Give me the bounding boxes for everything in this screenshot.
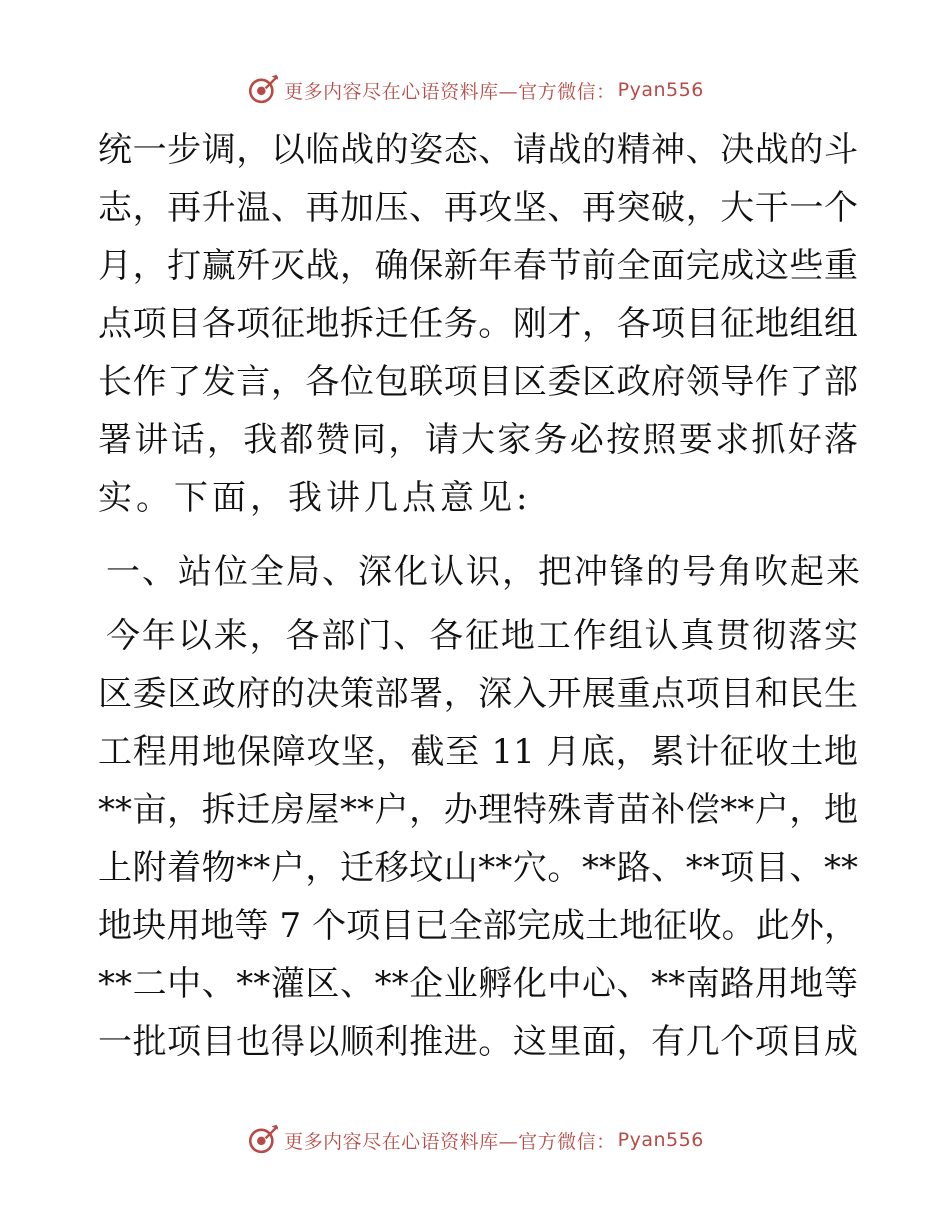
- text-line: 点项目各项征地拆迁任务。刚才，各项目征地组组: [98, 304, 858, 344]
- pen-logo-icon: [246, 1123, 280, 1157]
- text-line: 月，打赢歼灭战，确保新年春节前全面完成这些重: [98, 246, 858, 286]
- text-line: 实。下面，我讲几点意见:: [98, 478, 532, 518]
- text-line: 志，再升温、再加压、再攻坚、再突破，大干一个: [98, 188, 858, 228]
- pen-logo-icon: [246, 73, 280, 107]
- text-line: 上附着物**户，迁移坟山**穴。**路、**项目、**: [98, 848, 858, 888]
- watermark-text: 更多内容尽在心语资料库—官方微信：: [284, 80, 616, 103]
- watermark-handle: Pyan556: [617, 79, 704, 101]
- section-heading: 一、站位全局、深化认识，把冲锋的号角吹起来: [106, 552, 862, 592]
- text-line: 今年以来，各部门、各征地工作组认真贯彻落实: [106, 616, 858, 656]
- document-body: [98, 125, 862, 1075]
- text-line: 区委区政府的决策部署，深入开展重点项目和民生: [98, 674, 858, 714]
- watermark-header: [0, 70, 950, 110]
- text-line: **亩，拆迁房屋**户，办理特殊青苗补偿**户，地: [98, 790, 858, 830]
- text-line: 署讲话，我都赞同，请大家务必按照要求抓好落: [98, 420, 858, 460]
- text-line: 统一步调，以临战的姿态、请战的精神、决战的斗: [98, 130, 858, 170]
- text-line: **二中、**灌区、**企业孵化中心、**南路用地等: [98, 964, 858, 1004]
- watermark-footer: [0, 1120, 950, 1160]
- text-line: 地块用地等 7 个项目已全部完成土地征收。此外，: [98, 906, 858, 946]
- text-line: 工程用地保障攻坚，截至 11 月底，累计征收土地: [98, 732, 858, 772]
- text-line: 一批项目也得以顺利推进。这里面，有几个项目成: [98, 1022, 858, 1062]
- watermark-text: 更多内容尽在心语资料库—官方微信：: [284, 1130, 616, 1153]
- watermark-handle: Pyan556: [617, 1129, 704, 1151]
- text-line: 长作了发言，各位包联项目区委区政府领导作了部: [98, 362, 858, 402]
